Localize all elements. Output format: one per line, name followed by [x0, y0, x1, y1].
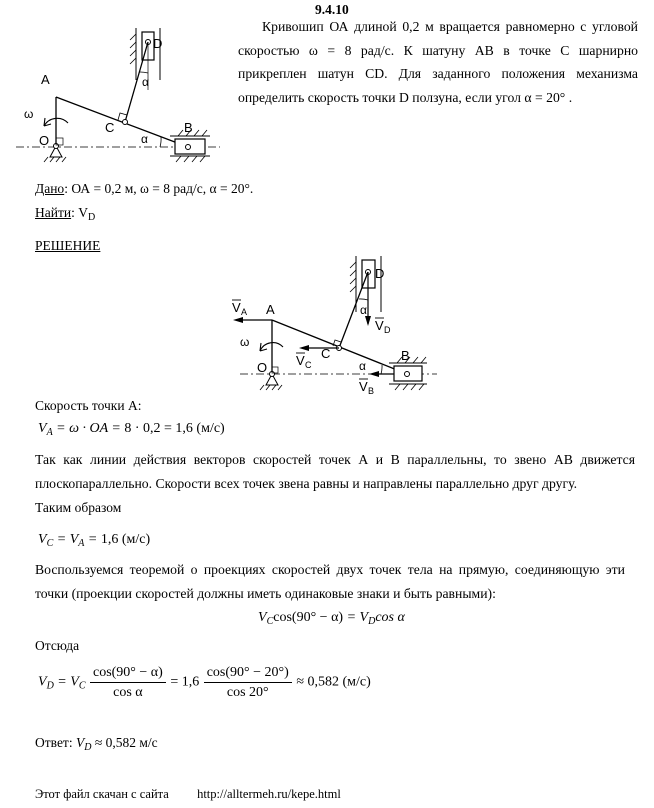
joint-b — [186, 145, 191, 150]
label2-a: A — [266, 302, 275, 317]
mechanism-diagram — [8, 20, 238, 170]
guide-d-hatch — [130, 34, 136, 64]
find-text: : V — [71, 205, 88, 220]
label-d: D — [153, 36, 163, 51]
para-theorem: Воспользуемся теоремой о проекциях скоростей двух точек тела на прямую, соединяющую эти точки (проекции скоростей должны иметь одинаковые знаки и быть равными): — [35, 562, 625, 601]
para-parallel: Так как линии действия векторов скоростей точек А и В параллельны, то звено АВ движется плоскопараллельно. Скорости всех точек звена равны и направлены параллельно друг другу. — [35, 452, 635, 491]
given-label: Дано — [35, 181, 65, 196]
label-vb-sub: B — [368, 386, 375, 396]
velocity-diagram — [225, 250, 455, 400]
problem-statement: Кривошип ОА длиной 0,2 м вращается равномерно с угловой скоростью ω = 8 рад/с. К шатуну АВ в точке С шарнирно прикреплен шатун CD. Для заданного положения механизма определить скорость точки D ползуна, если угол α = 20° . — [238, 19, 638, 105]
footer — [35, 787, 341, 802]
label-vd: V — [375, 318, 384, 333]
label-va-sub: A — [241, 307, 248, 317]
find-sub: D — [87, 212, 96, 223]
label-vb: V — [359, 379, 368, 394]
given-line — [35, 181, 253, 197]
label2-alpha-d: α — [360, 303, 367, 317]
footer-link[interactable]: http://alltermeh.ru/kepe.html — [197, 787, 341, 801]
formula-vd: $V_D = V_C$ $\frac{\cos(90^\circ - \alpha)}{\text{cos α}}$ = 1,6 $\frac{\cos(90^\circ - 20^\circ)}{\cos 20^\circ}$ ≈ 0,582 (м/с) — [38, 665, 371, 700]
label-vd-sub: D — [384, 325, 391, 335]
formula-vc: $V_C = V_A = 1,6$ (м/с) — [38, 532, 151, 549]
label-va: V — [232, 300, 241, 315]
formula-va: $V_A = \omega$ · OA = 8 · 0,2 = 1,6 (м/с) — [38, 421, 225, 438]
label-vc: V — [296, 353, 305, 368]
label-alpha-b: α — [141, 132, 148, 146]
label2-o: O — [257, 360, 268, 375]
find-label: Найти — [35, 205, 72, 220]
section-va: Скорость точки А: — [35, 398, 142, 413]
thus: Таким образом — [35, 500, 122, 515]
label-vc-sub: C — [305, 360, 312, 370]
problem-number: 9.4.10 — [315, 2, 349, 17]
find-line — [35, 205, 95, 223]
label-omega: ω — [24, 107, 34, 121]
label-b: B — [184, 120, 193, 135]
hence: Отсюда — [35, 638, 80, 653]
joint-c — [123, 120, 128, 125]
label2-c: C — [321, 346, 331, 361]
given-text: : ОА = 0,2 м, ω = 8 рад/с, α = 20°. — [64, 181, 254, 196]
label2-d: D — [375, 266, 385, 281]
label-a: A — [41, 72, 50, 87]
label-alpha-d: α — [142, 75, 149, 89]
answer-line: Ответ: $V_D \approx 0,582$ м/с — [35, 735, 158, 753]
solution-heading: РЕШЕНИЕ — [35, 238, 101, 253]
label2-alpha-b: α — [359, 359, 366, 373]
label-c: C — [105, 120, 115, 135]
label2-omega: ω — [240, 335, 250, 349]
formula-projection: $V_C\cos(90^\circ - \alpha) = V_D\cos$ α — [258, 610, 405, 627]
footer-text: Этот файл скачан с сайта — [35, 787, 169, 801]
label2-b: B — [401, 348, 410, 363]
label-o: O — [39, 133, 50, 148]
